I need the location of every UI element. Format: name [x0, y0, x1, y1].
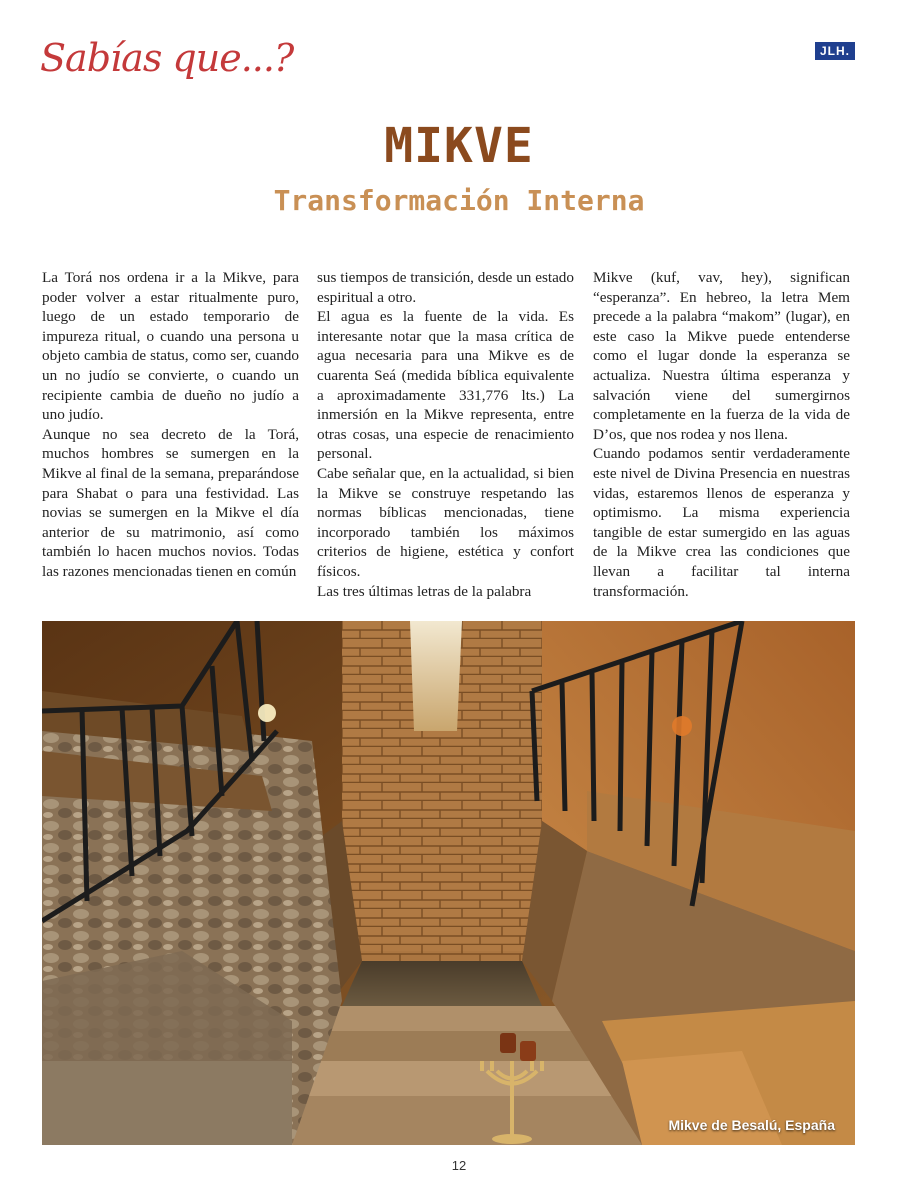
mikve-photo	[42, 621, 855, 1145]
mikve-illustration	[42, 621, 855, 1145]
paragraph: sus tiempos de transición, desde un estado espiritual a otro.	[317, 269, 574, 306]
paragraph: Aunque no sea decreto de la Torá, muchos hombres se sumergen en la Mikve al final de la semana, preparándose para Shabat o para una festividad. Las novias se sumergen en la Mikve el día anterior de su matrimonio, así como también lo hacen muchos novios. Todas las razones mencionadas tienen en común	[42, 425, 299, 580]
article-title: MIKVE	[384, 118, 534, 174]
paragraph: Cabe señalar que, en la actualidad, si bien la Mikve se construye respetando las normas bíblicas mencionadas, tiene incorporado también los máximos criterios de higiene, estética y confort físicos.	[317, 464, 574, 580]
paragraph: Mikve (kuf, vav, hey), significan “esperanza”. En hebreo, la letra Mem precede a la palabra “makom” (lugar), en este caso la Mikve puede entenderse como el lugar donde la esperanza se actualiza. Nuestra última esperanza y salvación viene del sumergirnos completamente en la fuerza de la vida de D’os, que nos rodea y nos llena.	[593, 269, 850, 443]
text-column-3	[593, 268, 850, 608]
paragraph: El agua es la fuente de la vida. Es interesante notar que la masa crítica de agua necesaria para una Mikve es de cuarenta Seá (medida bíblica equivalente a aproximadamente 331,776 lts.) La inmersión en la Mikve representa, entre otras cosas, una especie de renacimiento personal.	[317, 308, 574, 463]
text-column-1	[42, 268, 299, 608]
publication-logo: JLH.	[815, 42, 855, 60]
article-subtitle: Transformación Interna	[273, 184, 645, 217]
section-kicker: Sabías que...?	[40, 36, 294, 80]
paragraph: La Torá nos ordena ir a la Mikve, para poder volver a estar ritualmente puro, luego de un estado temporario de impureza ritual, o cuando una persona u objeto cambia de status, como ser, cuando un no judío se convierte, o cuando un recipiente cambia de dueño no judío a uno judío.	[42, 269, 299, 424]
paragraph: Cuando podamos sentir verdaderamente este nivel de Divina Presencia en nuestras vidas, estaremos llenos de esperanza y optimismo. La misma experiencia tangible de estar sumergido en las aguas de la Mikve crea las condiciones que llevan a facilitar tal interna transformación.	[593, 445, 850, 600]
text-column-2	[317, 268, 574, 608]
paragraph: Las tres últimas letras de la palabra	[317, 582, 532, 600]
photo-caption: Mikve de Besalú, España	[668, 1117, 835, 1133]
page-number: 12	[451, 1158, 467, 1173]
